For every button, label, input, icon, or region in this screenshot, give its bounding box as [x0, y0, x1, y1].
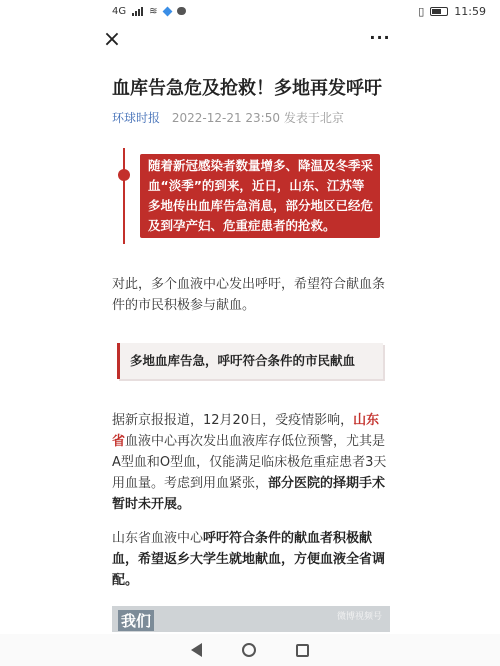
wifi-icon: ≋: [149, 5, 158, 17]
network-label: 4G: [112, 5, 127, 17]
top-nav: [0, 26, 500, 56]
p2-text-a: 据新京报报道，12月20日，受疫情影响，: [112, 413, 354, 428]
paragraph-1: 对此，多个血液中心发出呼吁，希望符合献血条件的市民积极参与献血。: [112, 277, 386, 313]
system-navigation-bar: [0, 634, 500, 666]
article-title: 血库告急危及抢救！多地再发呼吁: [112, 78, 382, 99]
p3-bold-appeal: 呼吁符合条件的献血者积极献血，希望返乡大学生就地献血，方便血液全省调配。: [112, 531, 386, 588]
article-source[interactable]: 环球时报: [112, 111, 161, 125]
message-notification-icon: [177, 7, 186, 15]
more-options-icon[interactable]: ···: [369, 28, 391, 47]
recent-apps-square-icon[interactable]: [296, 644, 309, 657]
video-thumbnail[interactable]: [112, 606, 390, 632]
signal-icon: [132, 7, 143, 16]
p2-text-c: 血液中心再次发出血液库存低位预警，尤其是A型血和O型血，仅能满足临床极危重症患者3天用血量。考虑到用血紧张，: [112, 434, 387, 491]
video-tag: 我们: [118, 610, 154, 631]
back-triangle-icon[interactable]: [191, 643, 202, 657]
clock: 11:59: [454, 4, 486, 18]
vibrate-icon: ▯: [418, 4, 425, 18]
app-notification-icon: [162, 6, 172, 16]
paragraph-3: [112, 528, 392, 591]
section-heading: 多地血库告急，呼吁符合条件的市民献血: [117, 343, 383, 379]
article-location: 发表于北京: [283, 111, 344, 125]
status-left: [112, 6, 186, 17]
lead-timeline-dot: [118, 169, 130, 181]
p2-highlight-shandong: 山东省: [112, 413, 380, 449]
lead-summary: 随着新冠感染者数量增多、降温及冬季采血“淡季”的到来，近日，山东、江苏等多地传出血库告急消息，部分地区已经危及到孕产妇、危重症患者的抢救。: [140, 154, 380, 238]
p2-bold-surgery: 部分医院的择期手术暂时未开展。: [112, 476, 386, 512]
lead-timeline-line: [123, 148, 125, 244]
paragraph-2: [112, 410, 392, 515]
home-circle-icon[interactable]: [242, 643, 256, 657]
article-datetime: 2022-12-21 23:50: [171, 111, 280, 125]
video-watermark: 微博视频号: [336, 612, 382, 622]
p3-text-a: 山东省血液中心: [112, 531, 204, 546]
status-bar: [0, 0, 500, 22]
lead-block: [116, 148, 390, 244]
close-icon[interactable]: ×: [102, 27, 122, 52]
status-right: [418, 5, 486, 18]
battery-icon: [430, 7, 448, 16]
article-meta: [112, 109, 344, 126]
